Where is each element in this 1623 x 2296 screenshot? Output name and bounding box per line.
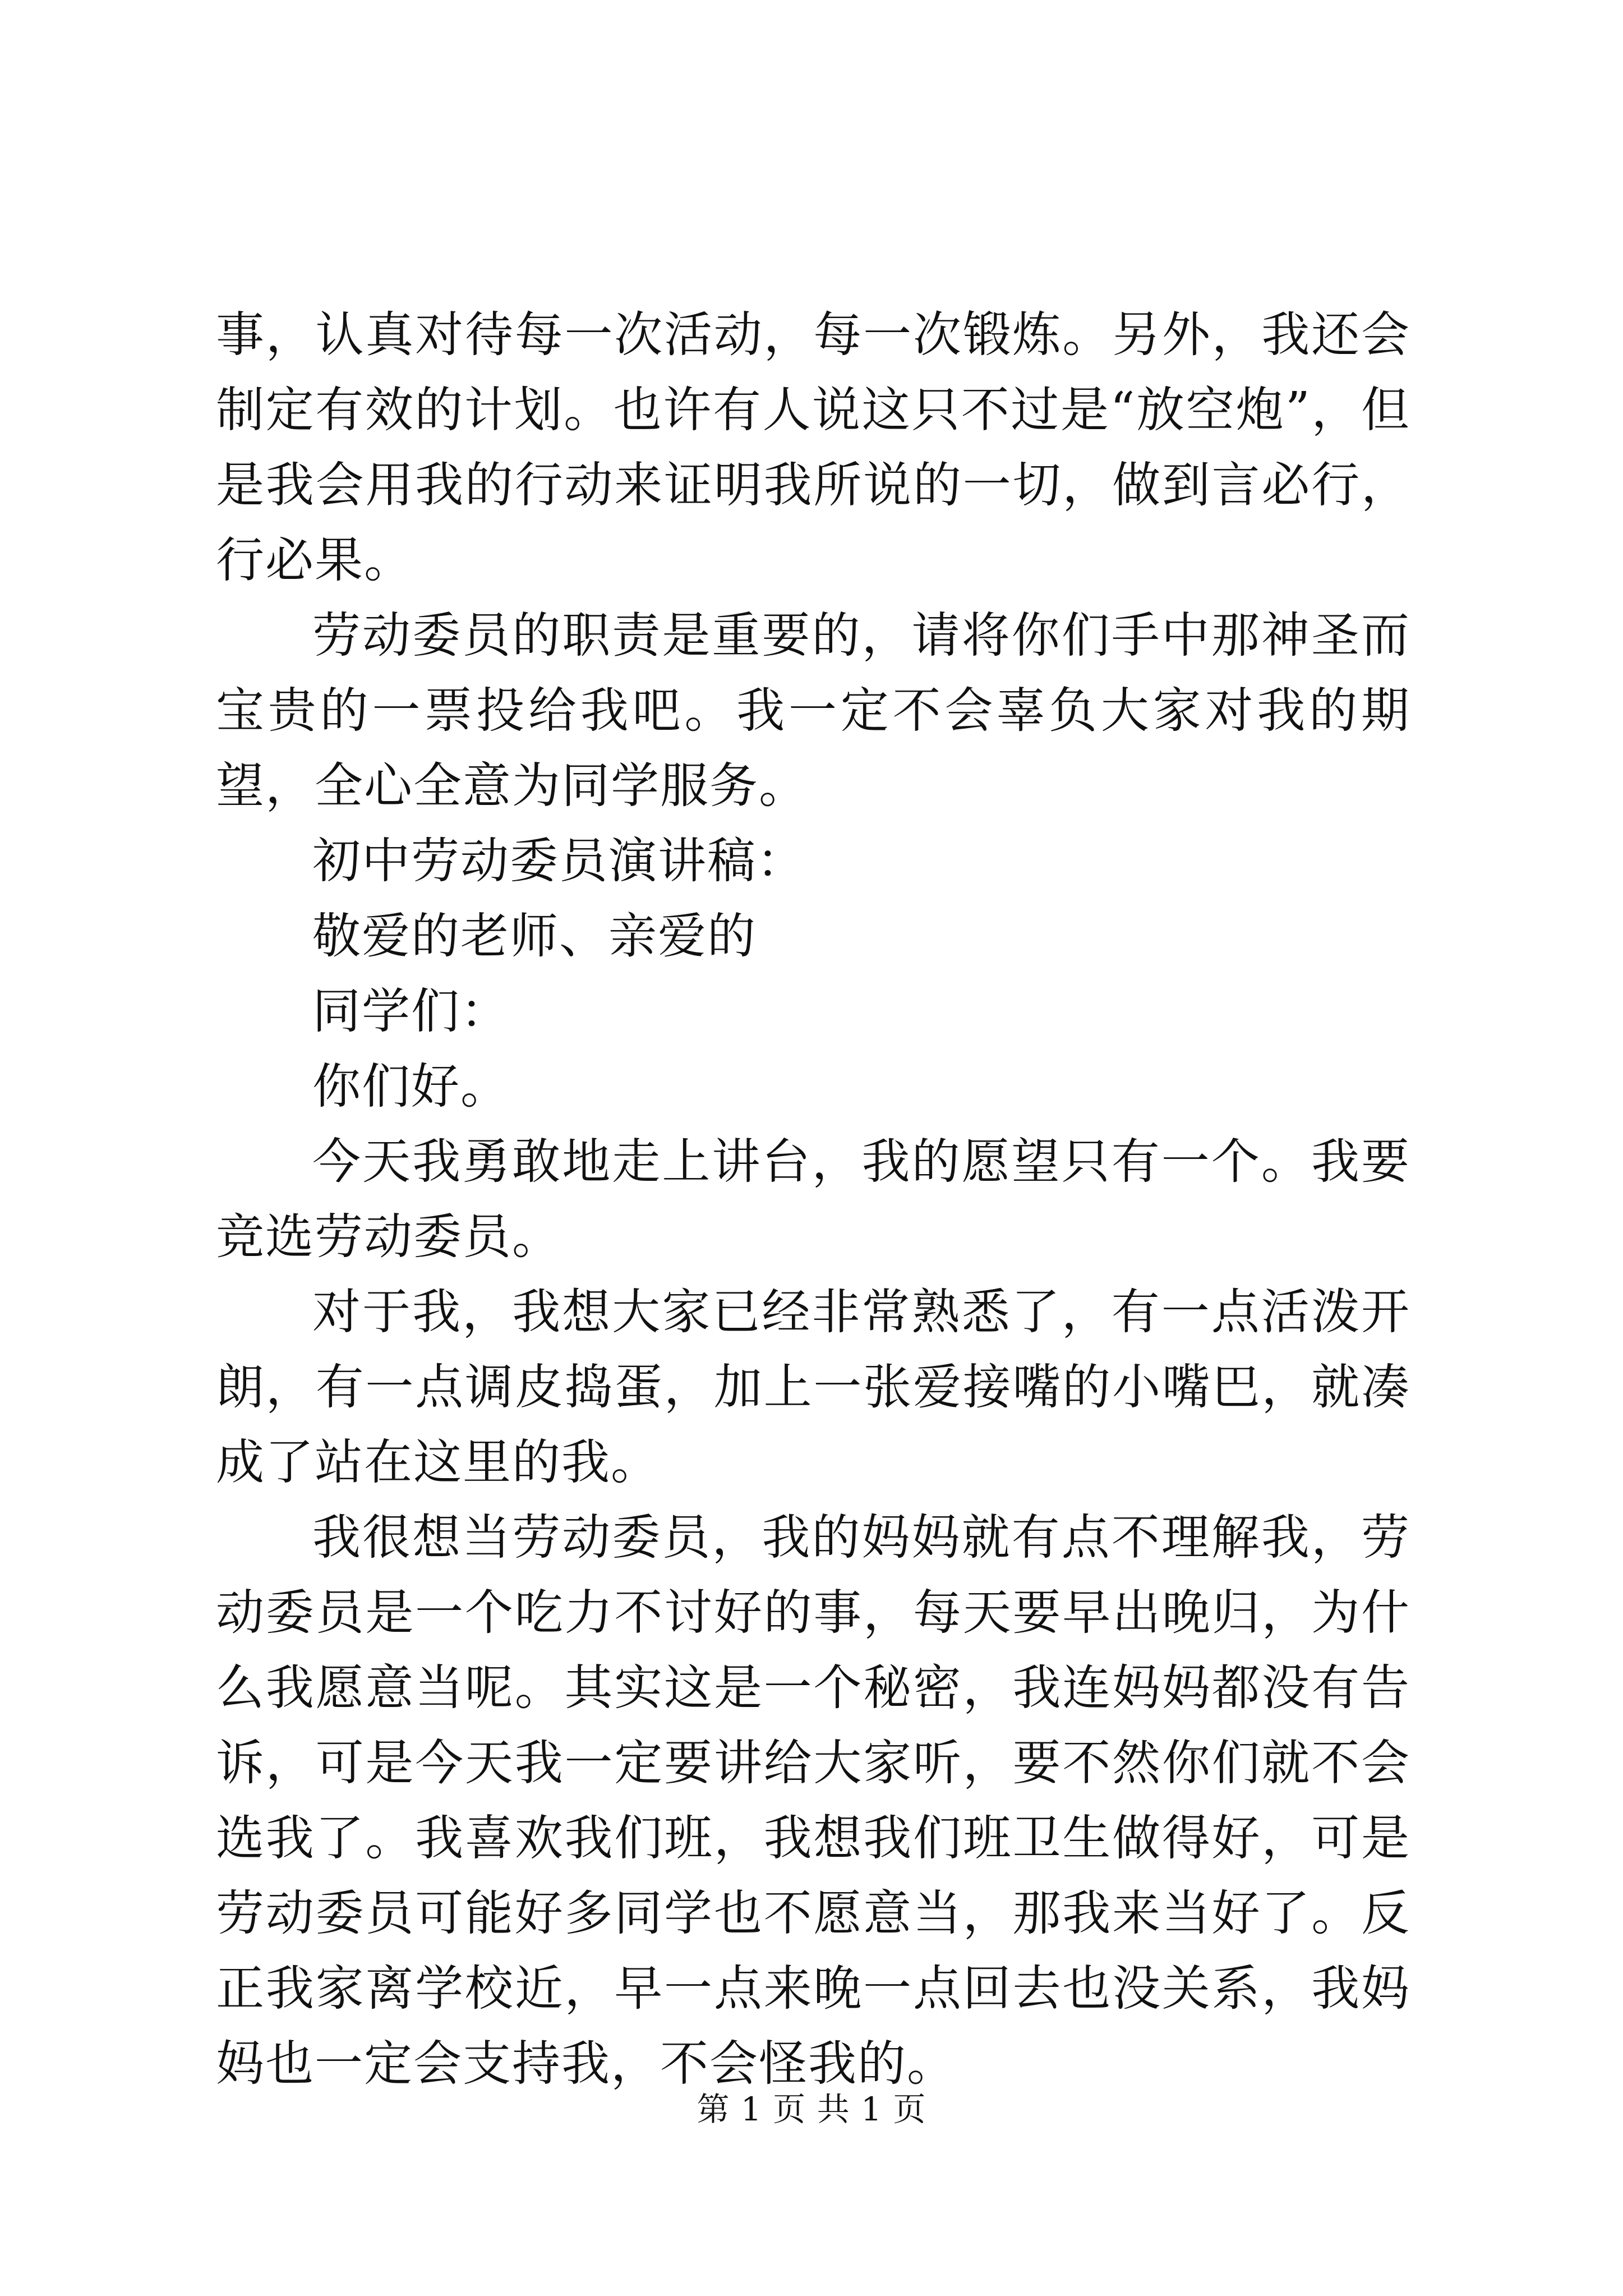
paragraph-1: 事，认真对待每一次活动，每一次锻炼。另外，我还会制定有效的计划。也许有人说这只不过是“放空炮”，但是我会用我的行动来证明我所说的一切，做到言必行，行必果。 — [216, 307, 1410, 588]
speech-title: 初中劳动委员演讲稿： — [312, 833, 806, 889]
document-body — [216, 297, 1410, 2101]
salutation-line-2: 同学们： — [312, 983, 510, 1039]
paragraph-self-description: 对于我，我想大家已经非常熟悉了，有一点活泼开朗，有一点调皮捣蛋，加上一张爱接嘴的小嘴巴，就凑成了站在这里的我。 — [216, 1284, 1410, 1490]
paragraph-2: 劳动委员的职责是重要的，请将你们手中那神圣而宝贵的一票投给我吧。我一定不会辜负大家对我的期望，全心全意为同学服务。 — [216, 608, 1410, 814]
salutation-line-1: 敬爱的老师、亲爱的 — [312, 908, 757, 964]
greeting: 你们好。 — [312, 1059, 510, 1115]
paragraph-intro: 今天我勇敢地走上讲台，我的愿望只有一个。我要竞选劳动委员。 — [216, 1134, 1410, 1265]
page-footer: 第 1 页 共 1 页 — [697, 2090, 926, 2128]
paragraph-reason: 我很想当劳动委员，我的妈妈就有点不理解我，劳动委员是一个吃力不讨好的事，每天要早出晚归，为什么我愿意当呢。其实这是一个秘密，我连妈妈都没有告诉，可是今天我一定要讲给大家听，要不然你们就不会选我了。我喜欢我们班，我想我们班卫生做得好，可是劳动委员可能好多同学也不愿意当，那我来当好了。反正我家离学校近，早一点来晚一点回去也没关系，我妈妈也一定会支持我，不会怪我的。 — [216, 1510, 1410, 2092]
